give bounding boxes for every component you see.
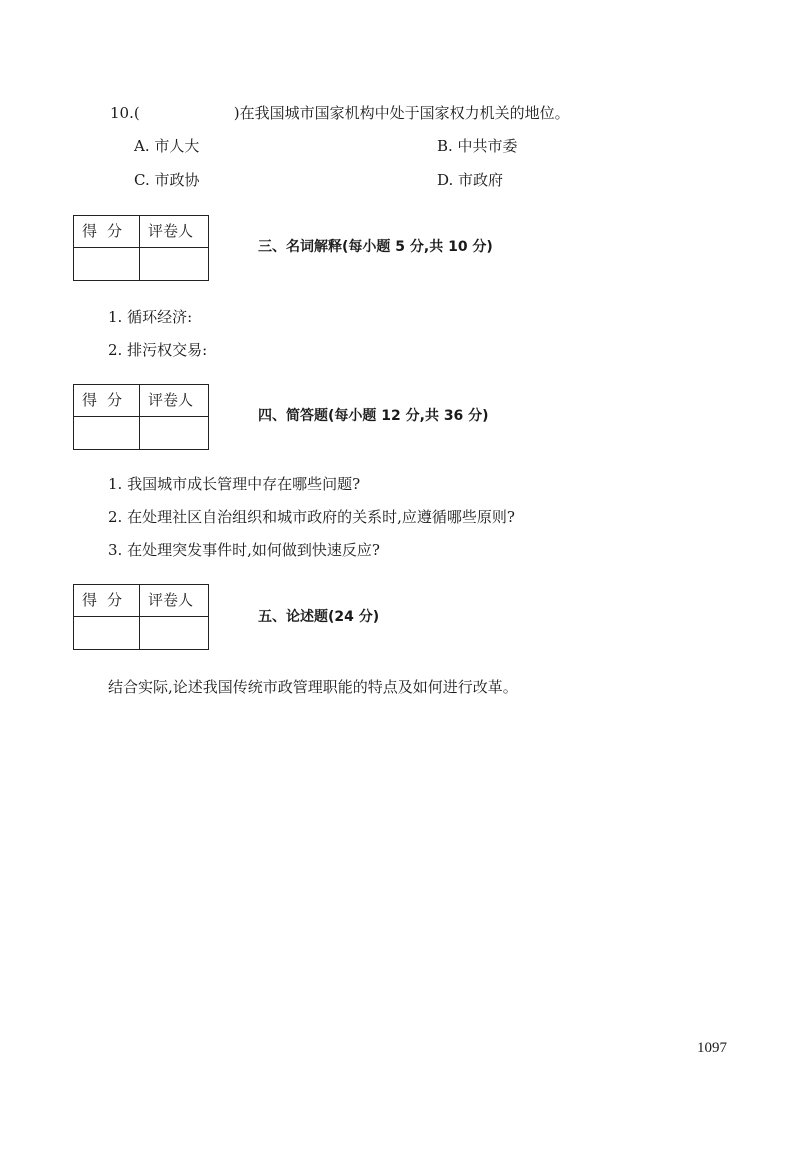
section-4-item-1: 1. 我国城市成长管理中存在哪些问题? [108, 475, 361, 493]
section-4-heading: 四、简答题(每小题 12 分,共 36 分) [258, 408, 489, 424]
section-5-heading: 五、论述题(24 分) [258, 609, 380, 625]
score-box-section-4 [73, 384, 209, 450]
grader-label: 评卷人 [148, 591, 194, 609]
grader-cell[interactable] [141, 418, 207, 448]
score-label: 得分 [82, 591, 133, 609]
score-box-section-5 [73, 584, 209, 650]
option-d: D. 市政府 [437, 171, 504, 189]
score-box-section-3 [73, 215, 209, 281]
section-3-heading: 三、名词解释(每小题 5 分,共 10 分) [258, 239, 493, 255]
grader-label: 评卷人 [148, 391, 194, 409]
section-5-question: 结合实际,论述我国传统市政管理职能的特点及如何进行改革。 [108, 678, 518, 696]
grader-cell[interactable] [141, 249, 207, 279]
section-3-item-1: 1. 循环经济: [108, 308, 193, 326]
score-cell[interactable] [74, 249, 138, 279]
score-label: 得分 [82, 391, 133, 409]
section-4-item-2: 2. 在处理社区自治组织和城市政府的关系时,应遵循哪些原则? [108, 508, 515, 526]
section-3-item-2: 2. 排污权交易: [108, 341, 208, 359]
score-cell[interactable] [74, 618, 138, 648]
option-b: B. 中共市委 [437, 137, 518, 155]
option-a: A. 市人大 [134, 137, 200, 155]
score-label: 得分 [82, 222, 133, 240]
question-number: 10.( [110, 104, 140, 122]
page-number: 1097 [697, 1040, 727, 1056]
question-text: 在我国城市国家机构中处于国家权力机关的地位。 [239, 104, 570, 122]
grader-label: 评卷人 [148, 222, 194, 240]
section-4-item-3: 3. 在处理突发事件时,如何做到快速反应? [108, 541, 380, 559]
question-10 [110, 103, 570, 123]
blank-close: ) [233, 104, 240, 122]
grader-cell[interactable] [141, 618, 207, 648]
option-c: C. 市政协 [134, 171, 200, 189]
score-cell[interactable] [74, 418, 138, 448]
